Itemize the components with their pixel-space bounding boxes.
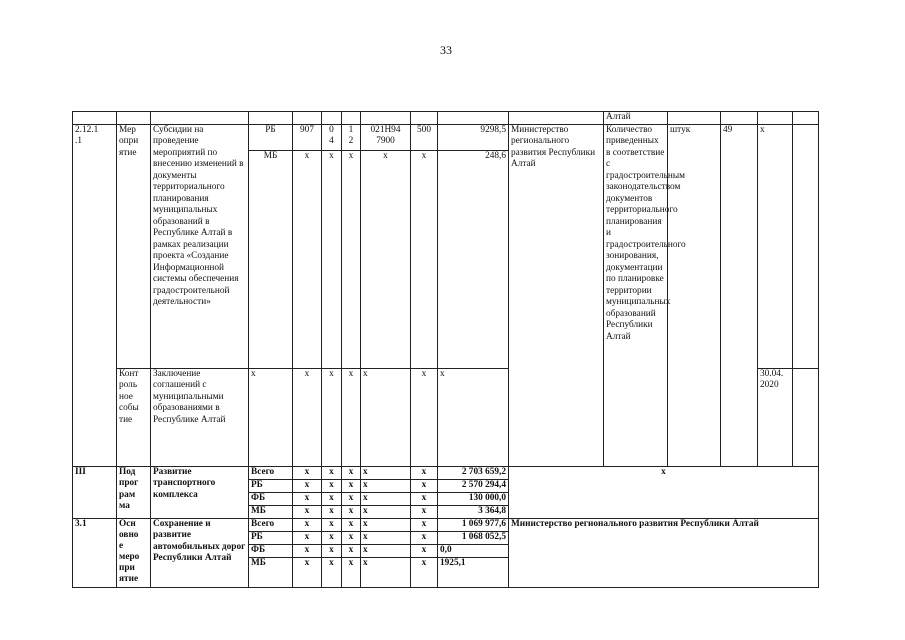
page-number: 33 <box>440 43 452 57</box>
source-cell: Всего <box>249 518 293 531</box>
pr-cell: х <box>342 557 361 587</box>
vr-cell: х <box>411 505 438 518</box>
row-type: Конт роль ное собы тие <box>117 368 151 466</box>
grbs-cell: х <box>293 150 322 368</box>
grbs-cell: 907 <box>293 124 322 150</box>
amount-cell: 130 000,0 <box>438 492 509 505</box>
value-cell: 49 <box>721 124 758 466</box>
row-name: Заключение соглашений с муниципальными образованиями в Республике Алтай <box>151 368 249 466</box>
csr-cell: х <box>361 150 411 368</box>
grbs-cell: х <box>293 466 322 479</box>
csr-cell: х <box>361 368 411 466</box>
source-cell: МБ <box>249 557 293 587</box>
rz-cell: х <box>322 518 342 531</box>
amount-cell: 2 703 659,2 <box>438 466 509 479</box>
pr-cell: х <box>342 479 361 492</box>
amount-cell: 0,0 <box>438 544 509 557</box>
csr-cell: х <box>361 557 411 587</box>
source-cell: Всего <box>249 466 293 479</box>
amount-cell: 2 570 294,4 <box>438 479 509 492</box>
vr-cell: 500 <box>411 124 438 150</box>
unit-cell: штук <box>668 124 721 466</box>
rz-cell: х <box>322 531 342 544</box>
row-name: Субсидии на проведение мероприятий по внесению изменений в документы территориального планирования муниципальных образований в Республике Алтай в рамках реализации проекта «Создание Информационной системы обеспечения градостроительной деятельности» <box>151 124 249 368</box>
pr-cell: х <box>342 531 361 544</box>
amount-cell: 1 068 052,5 <box>438 531 509 544</box>
row-name: Сохранение и развитие автомобильных дорог Республики Алтай <box>151 518 249 587</box>
grbs-cell: х <box>293 531 322 544</box>
vr-cell: х <box>411 544 438 557</box>
rz-cell: х <box>322 368 342 466</box>
grbs-cell: х <box>293 557 322 587</box>
vr-cell: х <box>411 531 438 544</box>
executor-cell: Министерство регионального развития Республики Алтай <box>509 124 604 466</box>
pr-cell: х <box>342 368 361 466</box>
source-cell: МБ <box>249 150 293 368</box>
table-row-2121-rb <box>73 124 819 150</box>
budget-table <box>72 111 819 588</box>
vr-cell: х <box>411 368 438 466</box>
grbs-cell: х <box>293 479 322 492</box>
row-type: Осн овно е меро при ятие <box>117 518 151 587</box>
grbs-cell: х <box>293 368 322 466</box>
row-name: Развитие транспортного комплекса <box>151 466 249 518</box>
pr-cell: х <box>342 544 361 557</box>
csr-cell: х <box>361 492 411 505</box>
rz-cell: х <box>322 466 342 479</box>
continuation-row <box>73 112 819 125</box>
row-id: 3.1 <box>73 518 117 587</box>
source-cell: РБ <box>249 531 293 544</box>
rz-cell: х <box>322 505 342 518</box>
csr-cell: х <box>361 544 411 557</box>
pr-cell: х <box>342 518 361 531</box>
amount-cell: х <box>438 368 509 466</box>
csr-cell: 021Н94 7900 <box>361 124 411 150</box>
source-cell: х <box>249 368 293 466</box>
rz-cell: х <box>322 150 342 368</box>
deadline-cell: х <box>758 124 793 368</box>
continued-text: Алтай <box>604 112 668 125</box>
rz-cell: 0 4 <box>322 124 342 150</box>
rz-cell: х <box>322 544 342 557</box>
pr-cell: х <box>342 505 361 518</box>
pr-cell: х <box>342 466 361 479</box>
amount-cell: 248,6 <box>438 150 509 368</box>
vr-cell: х <box>411 466 438 479</box>
vr-cell: х <box>411 518 438 531</box>
grbs-cell: х <box>293 518 322 531</box>
csr-cell: х <box>361 518 411 531</box>
pr-cell: х <box>342 150 361 368</box>
vr-cell: х <box>411 557 438 587</box>
rz-cell: х <box>322 479 342 492</box>
csr-cell: х <box>361 479 411 492</box>
vr-cell: х <box>411 150 438 368</box>
vr-cell: х <box>411 479 438 492</box>
deadline-cell: 30.04. 2020 <box>758 368 793 466</box>
table-row-31-total <box>73 518 819 531</box>
table-row-III-total <box>73 466 819 479</box>
amount-cell: 9298,5 <box>438 124 509 150</box>
csr-cell: х <box>361 505 411 518</box>
csr-cell: х <box>361 531 411 544</box>
row-type: Под прог рам ма <box>117 466 151 518</box>
amount-cell: 1925,1 <box>438 557 509 587</box>
row-type: Мер опри ятие <box>117 124 151 368</box>
vr-cell: х <box>411 492 438 505</box>
rz-cell: х <box>322 557 342 587</box>
grbs-cell: х <box>293 492 322 505</box>
amount-cell: 1 069 977,6 <box>438 518 509 531</box>
source-cell: МБ <box>249 505 293 518</box>
indicator-cell: Количество приведенных в соответствие с градостроительным законодательством документов территориального планирования и градостроительного зонирования, документации по планировке территории муниципальных образований Республики Алтай <box>604 124 668 466</box>
amount-cell: 3 364,8 <box>438 505 509 518</box>
source-cell: РБ <box>249 124 293 150</box>
source-cell: ФБ <box>249 544 293 557</box>
row-id: III <box>73 466 117 518</box>
merged-x-cell: х <box>509 466 819 518</box>
executor-cell: Министерство регионального развития Республики Алтай <box>509 518 819 587</box>
source-cell: РБ <box>249 479 293 492</box>
pr-cell: 1 2 <box>342 124 361 150</box>
source-cell: ФБ <box>249 492 293 505</box>
grbs-cell: х <box>293 505 322 518</box>
pr-cell: х <box>342 492 361 505</box>
row-id: 2.12.1 .1 <box>73 124 117 466</box>
csr-cell: х <box>361 466 411 479</box>
rz-cell: х <box>322 492 342 505</box>
grbs-cell: х <box>293 544 322 557</box>
